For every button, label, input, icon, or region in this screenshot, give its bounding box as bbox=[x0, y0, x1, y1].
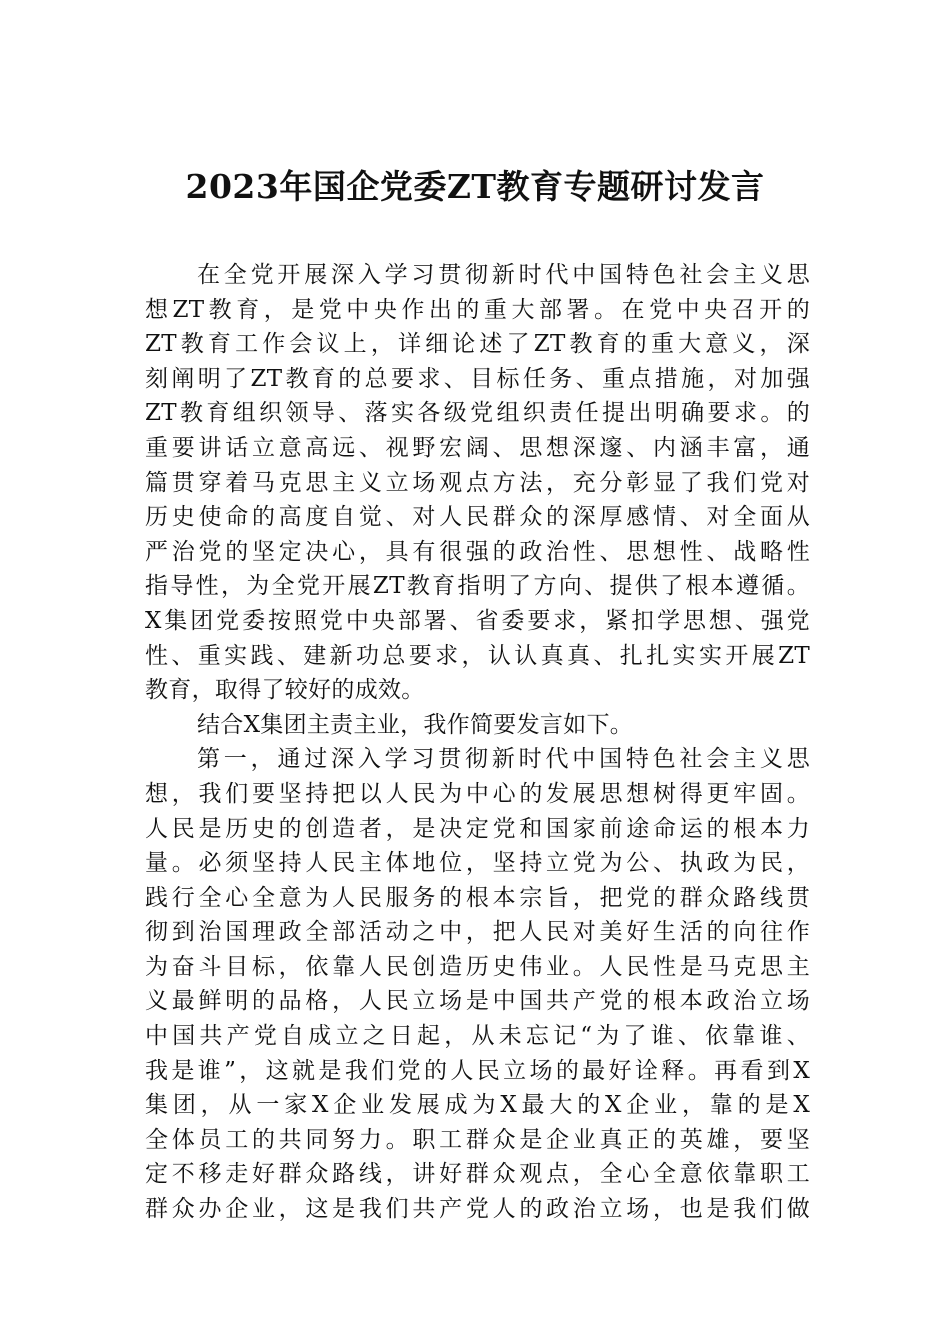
body-line: 中国共产党自成立之日起，从未忘记“为了谁、依靠谁、 bbox=[145, 1023, 810, 1050]
body-line: 教育，取得了较好的成效。 bbox=[145, 677, 425, 704]
document-body bbox=[145, 258, 810, 1227]
body-line: 义最鲜明的品格，人民立场是中国共产党的根本政治立场 bbox=[145, 988, 810, 1015]
body-line: 重要讲话立意高远、视野宏阔、思想深邃、内涵丰富，通 bbox=[145, 434, 810, 461]
body-line: X集团党委按照党中央部署、省委要求，紧扣学思想、强党 bbox=[145, 607, 810, 634]
body-line: 篇贯穿着马克思主义立场观点方法，充分彰显了我们党对 bbox=[145, 469, 810, 496]
body-line: 刻阐明了ZT教育的总要求、目标任务、重点措施，对加强 bbox=[145, 365, 810, 392]
body-line: 想ZT教育，是党中央作出的重大部署。在党中央召开的 bbox=[145, 296, 810, 323]
body-line: 历史使命的高度自觉、对人民群众的深厚感情、对全面从 bbox=[145, 504, 810, 531]
body-line: 人民是历史的创造者，是决定党和国家前途命运的根本力 bbox=[145, 815, 810, 842]
body-line: 严治党的坚定决心，具有很强的政治性、思想性、战略性 bbox=[145, 538, 810, 565]
body-line: 指导性，为全党开展ZT教育指明了方向、提供了根本遵循。 bbox=[145, 573, 810, 600]
body-line: ZT教育组织领导、落实各级党组织责任提出明确要求。的 bbox=[145, 400, 810, 427]
body-line: 第一，通过深入学习贯彻新时代中国特色社会主义思 bbox=[197, 746, 810, 773]
body-line: 我是谁”，这就是我们党的人民立场的最好诠释。再看到X bbox=[145, 1057, 810, 1084]
body-line: 为奋斗目标，依靠人民创造历史伟业。人民性是马克思主 bbox=[145, 953, 810, 980]
body-line: 定不移走好群众路线，讲好群众观点，全心全意依靠职工 bbox=[145, 1161, 810, 1188]
body-line: 量。必须坚持人民主体地位，坚持立党为公、执政为民， bbox=[145, 850, 810, 877]
body-line: 群众办企业，这是我们共产党人的政治立场，也是我们做 bbox=[145, 1196, 810, 1223]
body-line: 结合X集团主责主业，我作简要发言如下。 bbox=[197, 711, 634, 738]
body-line: 想，我们要坚持把以人民为中心的发展思想树得更牢固。 bbox=[145, 780, 810, 807]
body-line: 践行全心全意为人民服务的根本宗旨，把党的群众路线贯 bbox=[145, 884, 810, 911]
body-line: 彻到治国理政全部活动之中，把人民对美好生活的向往作 bbox=[145, 919, 810, 946]
body-line: 性、重实践、建新功总要求，认认真真、扎扎实实开展ZT bbox=[145, 642, 810, 669]
document-title: 2023年国企党委ZT教育专题研讨发言 bbox=[185, 167, 765, 206]
body-line: ZT教育工作会议上，详细论述了ZT教育的重大意义，深 bbox=[145, 331, 810, 358]
body-line: 集团，从一家X企业发展成为X最大的X企业，靠的是X bbox=[145, 1092, 810, 1119]
body-line: 全体员工的共同努力。职工群众是企业真正的英雄，要坚 bbox=[145, 1126, 810, 1153]
body-line: 在全党开展深入学习贯彻新时代中国特色社会主义思 bbox=[197, 262, 810, 288]
